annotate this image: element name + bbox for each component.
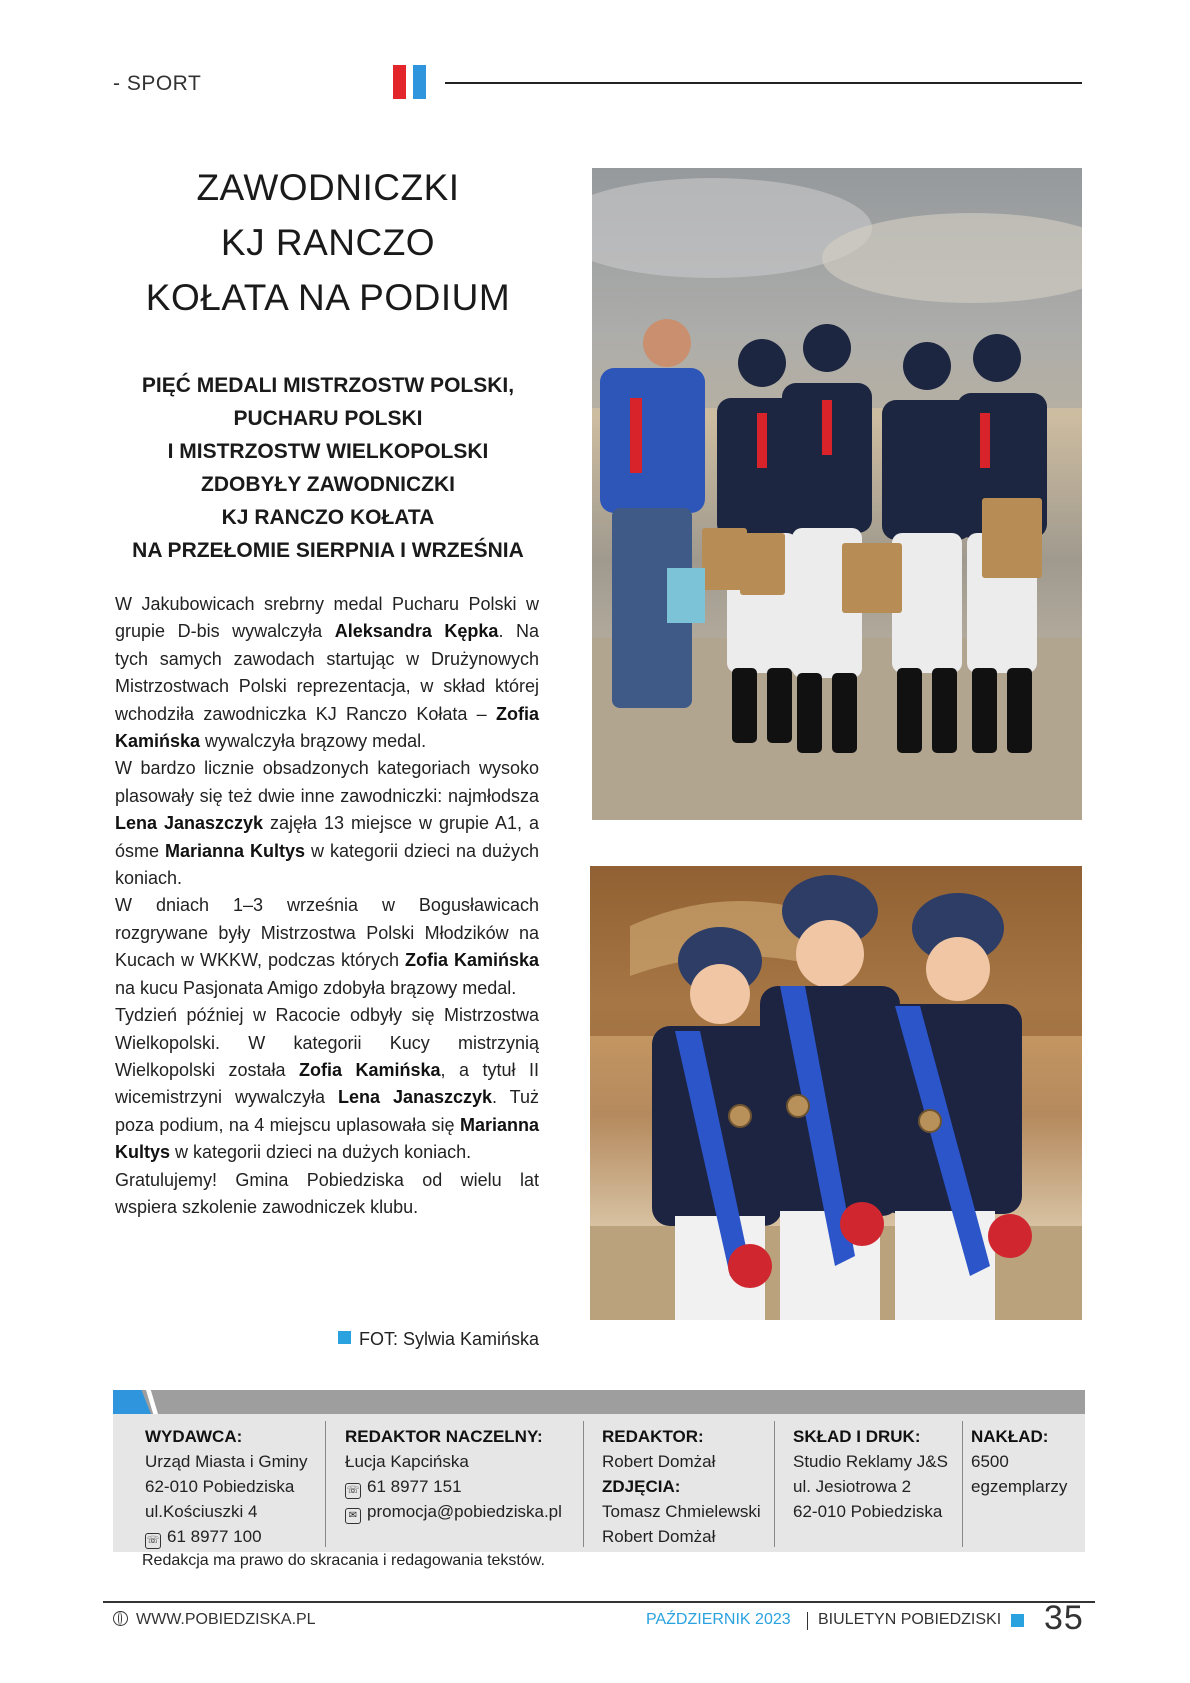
- flag-blue-bar: [413, 65, 426, 99]
- editor-in-chief-name: Łucja Kapcińska: [345, 1452, 469, 1471]
- text-run: Tydzień później w Racocie odbyły się Mistrzostwa Wielkopolski. W kategorii Kucy mistrzynią Wielkopolski została: [115, 1005, 539, 1080]
- imprint-circulation: [971, 1424, 1067, 1499]
- athlete-name: Zofia Kamińska: [299, 1059, 441, 1080]
- text-run: . Tuż poza podium, na 4 miejscu uplasowała się: [115, 1087, 540, 1135]
- imprint-divider: [962, 1421, 963, 1547]
- page-square-icon: [1011, 1614, 1024, 1627]
- photos-heading: ZDJĘCIA:: [602, 1477, 681, 1496]
- subtitle-line: NA PRZEŁOMIE SIERPNIA I WRZEŚNIA: [132, 539, 524, 562]
- athlete-name: Aleksandra Kępka: [334, 621, 499, 642]
- footer-separator: [807, 1612, 808, 1630]
- text-run: w kategorii dzieci na dużych koniach.: [170, 1142, 472, 1163]
- subtitle-line: PUCHARU POLSKI: [233, 407, 423, 430]
- editor-in-chief-heading: REDAKTOR NACZELNY:: [345, 1427, 543, 1446]
- photographer-name: Tomasz Chmielewski: [602, 1502, 761, 1521]
- email-icon: ✉: [345, 1508, 361, 1524]
- print-line: 62-010 Pobiedziska: [793, 1502, 943, 1521]
- circulation-line: egzemplarzy: [971, 1477, 1068, 1496]
- header-rule: [445, 82, 1082, 84]
- photo2-illustration: [590, 866, 1082, 1320]
- editor-in-chief-phone: [345, 1474, 562, 1499]
- print-line: ul. Jesiotrowa 2: [793, 1477, 912, 1496]
- athlete-name: Lena Janaszczyk: [337, 1087, 493, 1108]
- editor-in-chief-phone-number: 61 8977 151: [367, 1477, 462, 1496]
- publisher-phone-number: 61 8977 100: [167, 1527, 262, 1546]
- imprint-print: [793, 1424, 948, 1524]
- photo-medalists: [590, 866, 1082, 1320]
- editor-heading: REDAKTOR:: [602, 1427, 704, 1446]
- imprint-note: Redakcja ma prawo do skracania i redagowania tekstów.: [142, 1552, 545, 1569]
- article-paragraph: [115, 1002, 539, 1166]
- flag-red-bar: [393, 65, 406, 99]
- title-line: KJ RANCZO: [220, 222, 436, 263]
- text-run: Gratulujemy! Gmina Pobiedziska od wielu lat wspiera szkolenie zawodniczek klubu.: [115, 1169, 539, 1217]
- circulation-line: 6500: [971, 1452, 1009, 1471]
- imprint-bar: [113, 1390, 1085, 1414]
- page-footer-rule: [103, 1601, 1095, 1603]
- circulation-heading: NAKŁAD:: [971, 1427, 1049, 1446]
- article-body: [115, 591, 539, 1221]
- athlete-name: Lena Janaszczyk: [115, 813, 264, 834]
- text-run: wywalczyła brązowy medal.: [200, 731, 427, 752]
- publisher-line: 62-010 Pobiedziska: [145, 1477, 295, 1496]
- text-run: W Jakubowicach srebrny medal Pucharu Polski w grupie D-bis wywalczyła: [115, 594, 539, 642]
- imprint-divider: [774, 1421, 775, 1547]
- article-title: [110, 160, 546, 325]
- imprint-divider: [583, 1421, 584, 1547]
- editor-in-chief-email-address: promocja@pobiedziska.pl: [367, 1502, 562, 1521]
- text-run: na kucu Pasjonata Amigo zdobyła brązowy medal.: [115, 977, 517, 998]
- publisher-line: Urząd Miasta i Gminy: [145, 1452, 308, 1471]
- athlete-name: Marianna Kultys: [115, 1114, 539, 1163]
- website-text: WWW.POBIEDZISKA.PL: [136, 1611, 316, 1628]
- photographer-name: Robert Domżał: [602, 1527, 716, 1546]
- photo-team-with-coach: [592, 168, 1082, 820]
- publisher-heading: WYDAWCA:: [145, 1427, 243, 1446]
- section-label: - SPORT: [113, 72, 202, 95]
- title-line: KOŁATA NA PODIUM: [145, 277, 511, 318]
- globe-icon: [113, 1611, 128, 1626]
- text-run: W dniach 1–3 września w Bogusławicach rozgrywane były Mistrzostwa Polski Młodzików na Kucach w WKKW, podczas których: [115, 895, 539, 971]
- editor-name: Robert Domżał: [602, 1452, 716, 1471]
- text-run: W bardzo licznie obsadzonych kategoriach wysoko plasowały się też dwie inne zawodniczki: najmłodsza: [115, 758, 539, 806]
- article-paragraph: [115, 892, 539, 1002]
- title-line: ZAWODNICZKI: [196, 167, 460, 208]
- photo-credit-text: FOT: Sylwia Kamińska: [358, 1329, 539, 1349]
- print-heading: SKŁAD I DRUK:: [793, 1427, 921, 1446]
- website-link[interactable]: [113, 1611, 316, 1629]
- photo1-illustration: [592, 168, 1082, 820]
- issue-date: PAŹDZIERNIK 2023: [646, 1611, 791, 1628]
- imprint-editor: [602, 1424, 761, 1549]
- subtitle-line: I MISTRZOSTW WIELKOPOLSKI: [167, 440, 489, 463]
- print-line: Studio Reklamy J&S: [793, 1452, 948, 1471]
- subtitle-line: KJ RANCZO KOŁATA: [221, 506, 435, 529]
- publisher-phone: [145, 1524, 307, 1549]
- text-run: zajęła 13 miejsce w grupie A1, a ósme: [115, 813, 539, 861]
- subtitle-line: PIĘĆ MEDALI MISTRZOSTW POLSKI,: [141, 374, 515, 397]
- imprint-editor-in-chief: [345, 1424, 562, 1524]
- article-paragraph: [115, 755, 539, 892]
- photo-credit: [326, 1329, 539, 1350]
- phone-icon: ☏: [145, 1533, 161, 1549]
- imprint-publisher: [145, 1424, 307, 1549]
- subtitle-line: ZDOBYŁY ZAWODNICZKI: [201, 473, 455, 496]
- athlete-name: Marianna Kultys: [165, 840, 306, 861]
- editor-in-chief-email: [345, 1499, 562, 1524]
- publisher-line: ul.Kościuszki 4: [145, 1502, 258, 1521]
- credit-square-icon: [338, 1331, 351, 1344]
- text-run: w kategorii dzieci na dużych koniach.: [115, 840, 539, 889]
- article-paragraph: [115, 591, 539, 755]
- athlete-name: Zofia Kamińska: [404, 950, 539, 971]
- article-subtitle: [110, 369, 546, 567]
- bulletin-name: BIULETYN POBIEDZISKI: [818, 1611, 1002, 1628]
- athlete-name: Zofia Kamińska: [115, 703, 539, 752]
- imprint-divider: [325, 1421, 326, 1547]
- page-number: 35: [1044, 1599, 1084, 1637]
- article-paragraph: [115, 1167, 539, 1222]
- phone-icon: ☏: [345, 1483, 361, 1499]
- text-run: . Na tych samych zawodach startując w Drużynowych Mistrzostwach Polski reprezentacja, w skład której wchodziła zawodniczka KJ Ranczo Kołata –: [115, 621, 540, 724]
- text-run: , a tytuł II wicemistrzyni wywalczyła: [115, 1059, 540, 1108]
